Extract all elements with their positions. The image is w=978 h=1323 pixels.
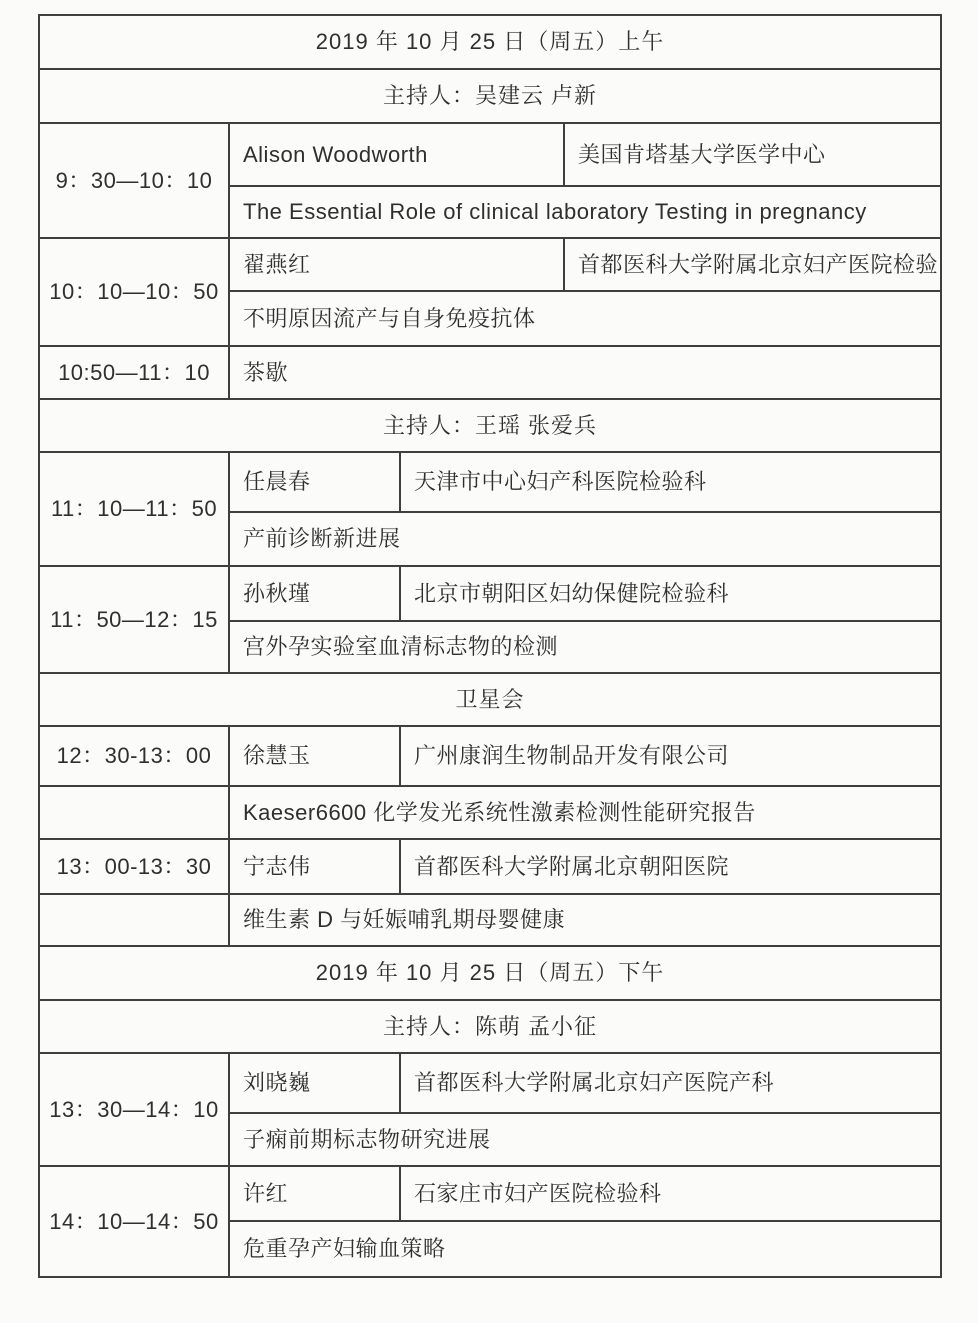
host-cell: 主持人：陈萌 孟小征 [39, 1000, 941, 1053]
time-cell-empty [39, 786, 229, 839]
section-header-row [39, 946, 941, 1000]
break-label-cell: 茶歇 [229, 346, 941, 399]
session-title-cell: 2019 年 10 月 25 日（周五）上午 [39, 15, 941, 69]
affiliation-cell: 首都医科大学附属北京妇产医院检验 [564, 238, 941, 291]
speaker-name-cell: 孙秋瑾 [229, 566, 400, 621]
time-cell: 11：10—11：50 [39, 452, 229, 566]
speaker-name-cell: 翟燕红 [229, 238, 564, 291]
schedule-sheet [38, 14, 942, 1278]
session-title-cell: 卫星会 [39, 673, 941, 726]
time-cell: 10：10—10：50 [39, 238, 229, 346]
break-row [39, 346, 941, 399]
affiliation-cell: 首都医科大学附属北京朝阳医院 [400, 839, 941, 894]
time-cell: 11：50—12：15 [39, 566, 229, 673]
time-cell: 9：30—10：10 [39, 123, 229, 238]
speaker-name-cell: 任晨春 [229, 452, 400, 512]
conference-schedule-table [38, 14, 942, 1278]
session-title-cell: 2019 年 10 月 25 日（周五）下午 [39, 946, 941, 1000]
time-cell-empty [39, 894, 229, 946]
speaker-name-cell: 宁志伟 [229, 839, 400, 894]
affiliation-cell: 天津市中心妇产科医院检验科 [400, 452, 941, 512]
affiliation-cell: 广州康润生物制品开发有限公司 [400, 726, 941, 786]
time-cell: 13：00-13：30 [39, 839, 229, 894]
topic-row [39, 786, 941, 839]
affiliation-cell: 石家庄市妇产医院检验科 [400, 1166, 941, 1221]
affiliation-cell: 北京市朝阳区妇幼保健院检验科 [400, 566, 941, 621]
speaker-row [39, 726, 941, 786]
affiliation-cell: 美国肯塔基大学医学中心 [564, 123, 941, 186]
speaker-row [39, 839, 941, 894]
host-row [39, 69, 941, 123]
affiliation-cell: 首都医科大学附属北京妇产医院产科 [400, 1053, 941, 1113]
time-cell: 10:50—11：10 [39, 346, 229, 399]
time-cell: 14：10—14：50 [39, 1166, 229, 1277]
host-cell: 主持人：王瑶 张爱兵 [39, 399, 941, 452]
host-row [39, 399, 941, 452]
topic-cell: 危重孕产妇输血策略 [229, 1221, 941, 1277]
host-cell: 主持人：吴建云 卢新 [39, 69, 941, 123]
host-row [39, 1000, 941, 1053]
speaker-name-cell: Alison Woodworth [229, 123, 564, 186]
speaker-row [39, 1166, 941, 1221]
speaker-name-cell: 许红 [229, 1166, 400, 1221]
speaker-name-cell: 刘晓巍 [229, 1053, 400, 1113]
time-cell: 13：30—14：10 [39, 1053, 229, 1166]
topic-cell: 维生素 D 与妊娠哺乳期母婴健康 [229, 894, 941, 946]
topic-cell: The Essential Role of clinical laboratory Testing in pregnancy [229, 186, 941, 238]
topic-row [39, 894, 941, 946]
topic-cell: Kaeser6600 化学发光系统性激素检测性能研究报告 [229, 786, 941, 839]
topic-cell: 宫外孕实验室血清标志物的检测 [229, 621, 941, 673]
speaker-row [39, 452, 941, 512]
speaker-row [39, 1053, 941, 1113]
topic-cell: 子痫前期标志物研究进展 [229, 1113, 941, 1166]
time-cell: 12：30-13：00 [39, 726, 229, 786]
speaker-name-cell: 徐慧玉 [229, 726, 400, 786]
speaker-row [39, 123, 941, 186]
section-header-row [39, 673, 941, 726]
speaker-row [39, 566, 941, 621]
topic-cell: 产前诊断新进展 [229, 512, 941, 566]
speaker-row [39, 238, 941, 291]
section-header-row [39, 15, 941, 69]
topic-cell: 不明原因流产与自身免疫抗体 [229, 291, 941, 346]
